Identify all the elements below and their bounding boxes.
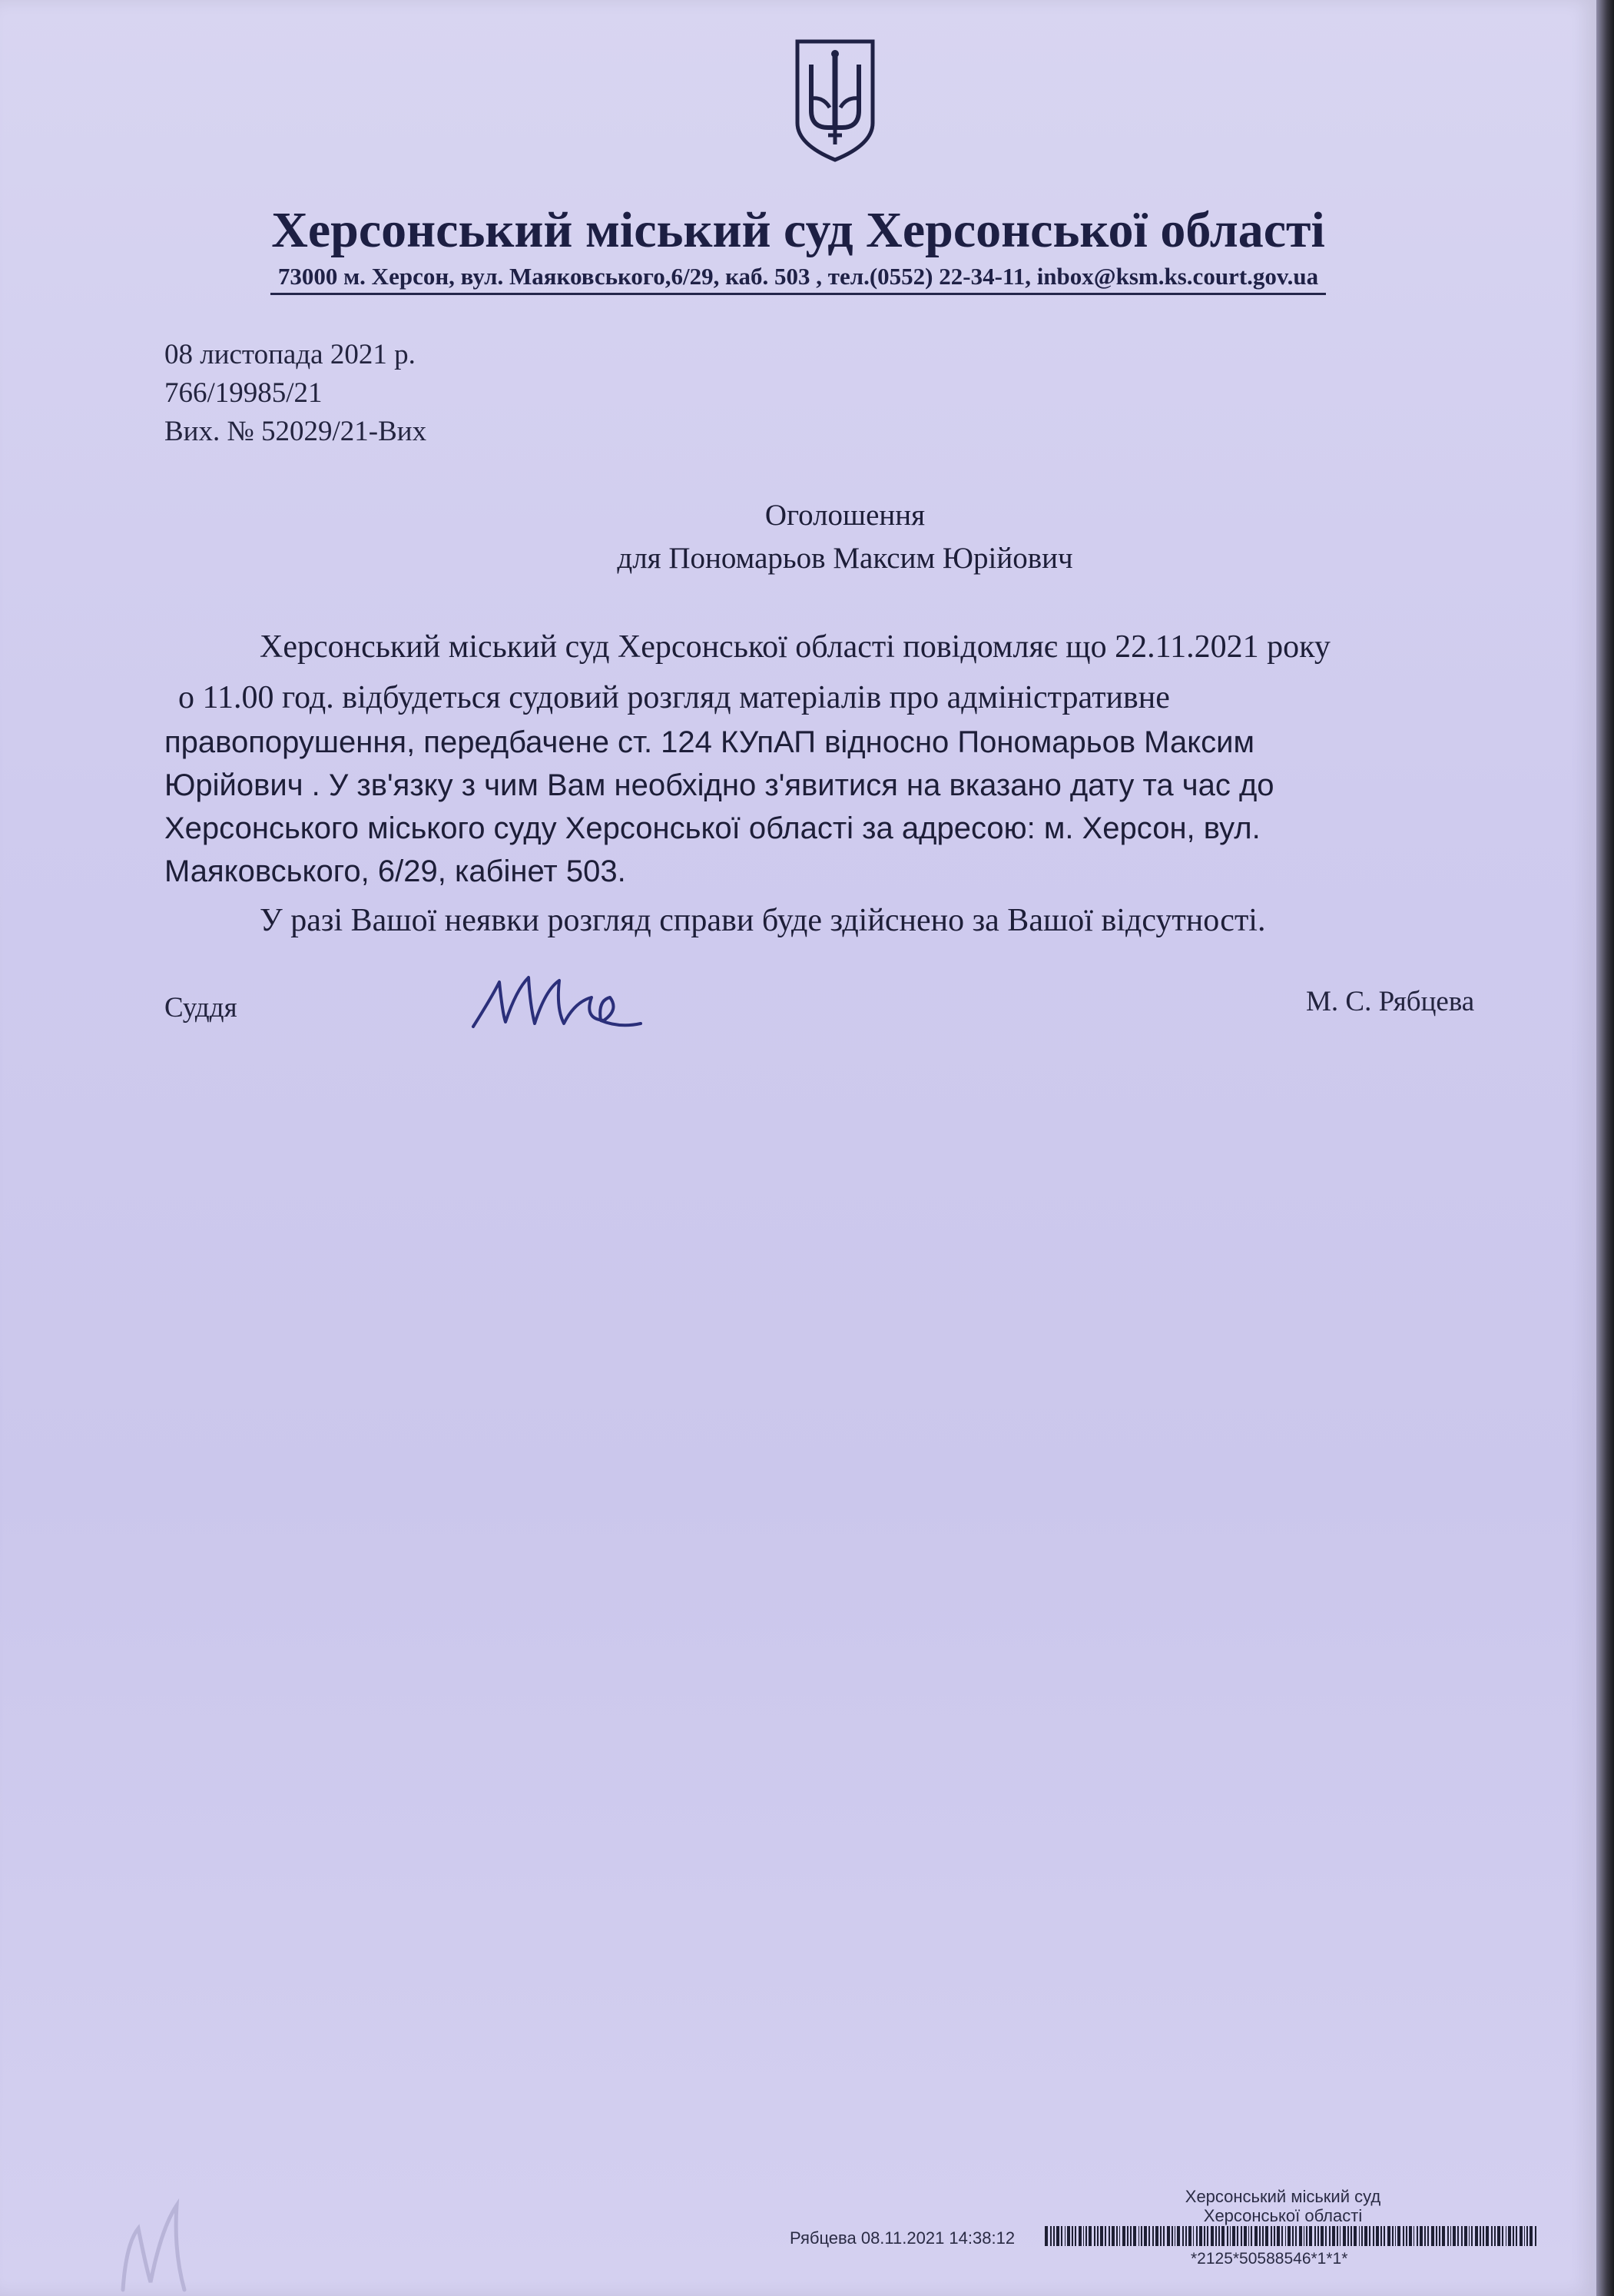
margin-scribble <box>115 2198 200 2296</box>
barcode-bar <box>1480 2226 1481 2246</box>
barcode-bar <box>1329 2226 1331 2246</box>
barcode-bar <box>1215 2226 1217 2246</box>
barcode-bar <box>1520 2226 1523 2246</box>
barcode-bar <box>1152 2226 1154 2246</box>
barcode-bar <box>1387 2226 1390 2246</box>
barcode-bar <box>1376 2226 1379 2246</box>
barcode-bar <box>1045 2226 1048 2246</box>
barcode-bar <box>1177 2226 1180 2246</box>
barcode-bar <box>1351 2226 1352 2246</box>
barcode <box>1045 2226 1536 2246</box>
barcode-bar <box>1343 2226 1346 2246</box>
barcode-bar <box>1364 2226 1367 2246</box>
barcode-bar <box>1193 2226 1194 2246</box>
barcode-bar <box>1447 2226 1449 2246</box>
barcode-bar <box>1144 2226 1147 2246</box>
barcode-bar <box>1241 2226 1242 2246</box>
barcode-bar <box>1167 2226 1170 2246</box>
barcode-bar <box>1314 2226 1316 2246</box>
barcode-bar <box>1424 2226 1426 2246</box>
barcode-bar <box>1072 2226 1073 2246</box>
court-address-text: 73000 м. Херсон, вул. Маяковського,6/29, каб. 503 , тел.(0552) 22-34-11, inbox@ksm.ks.court.gov.ua <box>270 263 1326 295</box>
notice-body-line-7: У разі Вашої неявки розгляд справи буде здійснено за Вашої відсутності. <box>260 903 1266 938</box>
barcode-bar <box>1262 2226 1264 2246</box>
barcode-bar <box>1083 2226 1084 2246</box>
barcode-bar <box>1299 2226 1302 2246</box>
barcode-bar <box>1361 2226 1363 2246</box>
court-name-heading: Херсонський міський суд Херсонської області <box>271 202 1325 258</box>
notice-title: Оголошення <box>764 499 926 532</box>
e-stamp-court-line1: Херсонський міський суд <box>1185 2187 1381 2206</box>
notice-body-line-3: правопорушення, передбачене ст. 124 КУпАП відносно Пономарьов Максим <box>164 725 1254 759</box>
barcode-bar <box>1486 2226 1489 2246</box>
barcode-bar <box>1354 2226 1357 2246</box>
barcode-bar <box>1494 2226 1496 2246</box>
barcode-bar <box>1232 2226 1235 2246</box>
barcode-bar <box>1397 2226 1400 2246</box>
barcode-bar <box>1105 2226 1106 2246</box>
barcode-bar <box>1277 2226 1280 2246</box>
barcode-bar <box>1508 2226 1511 2246</box>
barcode-bar <box>1288 2226 1291 2246</box>
barcode-bar <box>1464 2226 1467 2246</box>
barcode-bar <box>1321 2226 1324 2246</box>
barcode-bar <box>1138 2226 1139 2246</box>
outgoing-number: Вих. № 52029/21-Вих <box>164 416 427 447</box>
barcode-bar <box>1221 2226 1225 2246</box>
barcode-bar <box>1133 2226 1136 2246</box>
barcode-bar <box>1524 2226 1525 2246</box>
barcode-bar <box>1332 2226 1335 2246</box>
barcode-bar <box>1529 2226 1533 2246</box>
barcode-bar <box>1116 2226 1118 2246</box>
barcode-bar <box>1075 2226 1076 2246</box>
notice-body-line-6: Маяковського, 6/29, кабінет 503. <box>164 854 626 888</box>
barcode-bar <box>1061 2226 1062 2246</box>
barcode-bar <box>1340 2226 1341 2246</box>
barcode-bar <box>1439 2226 1440 2246</box>
barcode-bar <box>1100 2226 1103 2246</box>
barcode-bar <box>1483 2226 1484 2246</box>
barcode-bar <box>1182 2226 1184 2246</box>
barcode-bar <box>1317 2226 1319 2246</box>
barcode-bar <box>1112 2226 1115 2246</box>
e-stamp-court-line2: Херсонської області <box>1203 2206 1363 2225</box>
barcode-bar <box>1237 2226 1238 2246</box>
barcode-bar <box>1199 2226 1202 2246</box>
notice-recipient: для Пономарьов Максим Юрійович <box>617 542 1073 575</box>
barcode-bar <box>1513 2226 1514 2246</box>
barcode-bar <box>1065 2226 1066 2246</box>
barcode-bar <box>1163 2226 1165 2246</box>
barcode-bar <box>1453 2226 1456 2246</box>
barcode-bar <box>1406 2226 1407 2246</box>
barcode-bar <box>1274 2226 1275 2246</box>
barcode-bar <box>1188 2226 1191 2246</box>
barcode-bar <box>1309 2226 1312 2246</box>
barcode-bar <box>1337 2226 1338 2246</box>
barcode-bar <box>1475 2226 1478 2246</box>
barcode-bar <box>1502 2226 1503 2246</box>
barcode-bar <box>1347 2226 1349 2246</box>
barcode-bar <box>1516 2226 1517 2246</box>
barcode-bar <box>1469 2226 1470 2246</box>
signature-role: Суддя <box>164 992 237 1024</box>
barcode-bar <box>1442 2226 1445 2246</box>
barcode-bar <box>1373 2226 1374 2246</box>
barcode-bar <box>1211 2226 1214 2246</box>
barcode-bar <box>1079 2226 1082 2246</box>
coat-of-arms-icon <box>793 37 877 163</box>
barcode-bar <box>1160 2226 1162 2246</box>
e-stamp-court <box>1091 2187 1475 2225</box>
barcode-bar <box>1471 2226 1473 2246</box>
barcode-bar <box>1265 2226 1268 2246</box>
barcode-bar <box>1056 2226 1059 2246</box>
barcode-bar <box>1155 2226 1158 2246</box>
barcode-bar <box>1395 2226 1396 2246</box>
barcode-bar <box>1325 2226 1327 2246</box>
barcode-bar <box>1491 2226 1493 2246</box>
barcode-bar <box>1053 2226 1055 2246</box>
court-address-line <box>0 263 1596 295</box>
barcode-bar <box>1369 2226 1370 2246</box>
barcode-bar <box>1359 2226 1360 2246</box>
barcode-bar <box>1085 2226 1087 2246</box>
barcode-bar <box>1535 2226 1536 2246</box>
barcode-bar <box>1172 2226 1173 2246</box>
barcode-bar <box>1230 2226 1231 2246</box>
barcode-bar <box>1420 2226 1423 2246</box>
barcode-bar <box>1207 2226 1208 2246</box>
document-date: 08 листопада 2021 р. <box>164 339 416 370</box>
barcode-bar <box>1384 2226 1385 2246</box>
barcode-bar <box>1196 2226 1198 2246</box>
barcode-bar <box>1403 2226 1404 2246</box>
barcode-bar <box>1427 2226 1429 2246</box>
barcode-bar <box>1380 2226 1382 2246</box>
barcode-bar <box>1417 2226 1418 2246</box>
barcode-bar <box>1457 2226 1459 2246</box>
barcode-code: *2125*50588546*1*1* <box>1191 2250 1348 2268</box>
barcode-bar <box>1413 2226 1414 2246</box>
barcode-bar <box>1218 2226 1220 2246</box>
page-edge-shadow <box>1596 0 1614 2296</box>
barcode-bar <box>1094 2226 1095 2246</box>
barcode-bar <box>1461 2226 1463 2246</box>
barcode-bar <box>1497 2226 1500 2246</box>
barcode-bar <box>1251 2226 1252 2246</box>
case-number: 766/19985/21 <box>164 377 323 409</box>
barcode-bar <box>1259 2226 1261 2246</box>
barcode-bar <box>1392 2226 1394 2246</box>
barcode-bar <box>1130 2226 1132 2246</box>
barcode-bar <box>1067 2226 1070 2246</box>
barcode-bar <box>1409 2226 1412 2246</box>
barcode-bar <box>1306 2226 1307 2246</box>
barcode-bar <box>1285 2226 1286 2246</box>
barcode-bar <box>1204 2226 1205 2246</box>
barcode-bar <box>1431 2226 1434 2246</box>
barcode-bar <box>1526 2226 1528 2246</box>
barcode-bar <box>1254 2226 1258 2246</box>
barcode-bar <box>1089 2226 1092 2246</box>
barcode-bar <box>1292 2226 1294 2246</box>
judge-name: М. С. Рябцева <box>1306 986 1475 1017</box>
barcode-bar <box>1450 2226 1451 2246</box>
barcode-bar <box>1119 2226 1120 2246</box>
barcode-bar <box>1436 2226 1437 2246</box>
notice-body-line-2: о 11.00 год. відбудеться судовий розгляд матеріалів про адміністративне <box>178 680 1170 715</box>
notice-body-line-1: Херсонський міський суд Херсонської області повідомляє що 22.11.2021 року <box>260 629 1331 665</box>
barcode-bar <box>1141 2226 1142 2246</box>
barcode-bar <box>1185 2226 1187 2246</box>
barcode-bar <box>1097 2226 1099 2246</box>
barcode-bar <box>1271 2226 1272 2246</box>
barcode-bar <box>1244 2226 1247 2246</box>
barcode-bar <box>1148 2226 1150 2246</box>
barcode-bar <box>1109 2226 1110 2246</box>
e-signature-timestamp: Рябцева 08.11.2021 14:38:12 <box>790 2228 1016 2248</box>
barcode-bar <box>1295 2226 1297 2246</box>
barcode-bar <box>1227 2226 1228 2246</box>
notice-body-line-4: Юрійович . У зв'язку з чим Вам необхідно з'явитися на вказано дату та час до <box>164 768 1274 802</box>
barcode-bar <box>1050 2226 1052 2246</box>
barcode-bar <box>1248 2226 1249 2246</box>
barcode-bar <box>1122 2226 1125 2246</box>
barcode-bar <box>1127 2226 1128 2246</box>
barcode-bar <box>1281 2226 1283 2246</box>
notice-body-line-5: Херсонського міського суду Херсонської області за адресою: м. Херсон, вул. <box>164 811 1261 845</box>
handwritten-signature <box>469 967 645 1036</box>
